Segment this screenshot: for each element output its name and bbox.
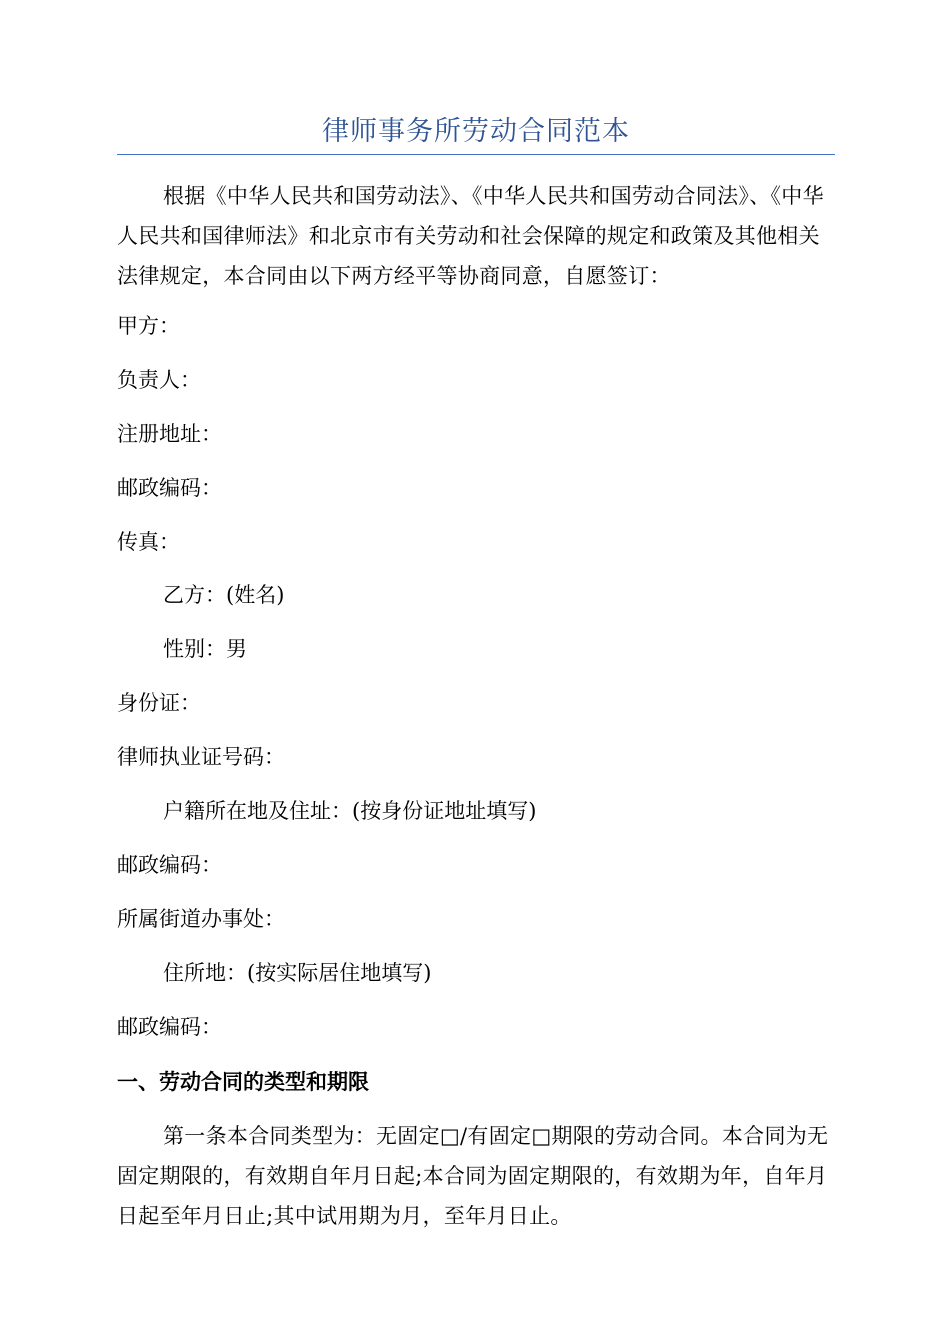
intro-paragraph: 根据《中华人民共和国劳动法》、《中华人民共和国劳动合同法》、《中华人民共和国律师法》和北京市有关劳动和社会保障的规定和政策及其他相关法律规定，本合同由以下两方经平等协商同意，自愿签订：: [117, 184, 824, 288]
principal-field: 负责人：: [117, 368, 201, 392]
postal-code-field: 邮政编码：: [117, 1015, 222, 1039]
household-address-field: 户籍所在地及住址：(按身份证地址填写): [163, 799, 537, 823]
street-office-field: 所属街道办事处：: [117, 907, 285, 931]
document-title: 律师事务所劳动合同范本: [322, 116, 630, 147]
title-underline: [117, 154, 835, 155]
id-card-field: 身份证：: [117, 691, 201, 715]
fax-field: 传真：: [117, 530, 180, 554]
section-heading: 一、劳动合同的类型和期限: [117, 1070, 369, 1094]
residence-field: 住所地：(按实际居住地填写): [163, 961, 432, 985]
party-b-field: 乙方：(姓名): [163, 583, 285, 607]
license-number-field: 律师执业证号码：: [117, 745, 285, 769]
gender-field: 性别：男: [163, 637, 247, 661]
postal-code-field: 邮政编码：: [117, 853, 222, 877]
party-a-field: 甲方：: [117, 314, 180, 338]
registered-address-field: 注册地址：: [117, 422, 222, 446]
postal-code-field: 邮政编码：: [117, 476, 222, 500]
article-paragraph: 第一条本合同类型为：无固定□/有固定□期限的劳动合同。本合同为无固定期限的，有效期自年月日起;本合同为固定期限的，有效期为年，自年月日起至年月日止;其中试用期为月，至年月日止。: [117, 1124, 829, 1228]
